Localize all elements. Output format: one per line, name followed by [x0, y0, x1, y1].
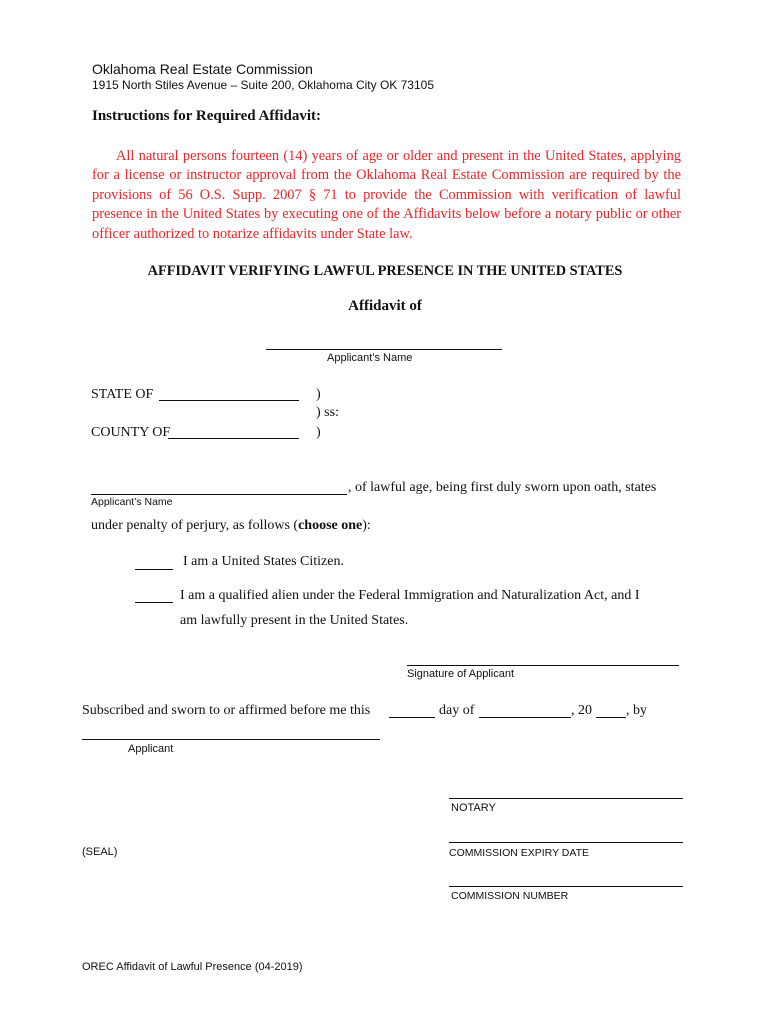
- option2-blank[interactable]: [135, 602, 173, 603]
- applicant-label: Applicant: [128, 743, 174, 755]
- option2-text-line1: I am a qualified alien under the Federal Immigration and Naturalization Act, and I: [180, 588, 640, 603]
- county-line[interactable]: [168, 438, 299, 439]
- signature-line[interactable]: [407, 665, 679, 666]
- instructions-text: All natural persons fourteen (14) years of age or older and present in the United States, applying for a license or instructor approval from the Oklahoma Real Estate Commission are required by the provisions of 56 O.S. Supp. 2007 § 71 to provide the Commission with verification of lawful presence in the United States by executing one of the Affidavits below before a notary public or other officer authorized to notarize affidavits under State law.: [92, 148, 681, 242]
- subscribed-text-3: , 20: [571, 703, 592, 718]
- applicant-name-label: Applicant’s Name: [327, 352, 413, 364]
- paren-1: ): [316, 387, 321, 402]
- affidavit-title: AFFIDAVIT VERIFYING LAWFUL PRESENCE IN THE UNITED STATES: [147, 263, 623, 279]
- month-blank[interactable]: [479, 717, 571, 718]
- subscribed-text-4: , by: [626, 703, 647, 718]
- org-address: 1915 North Stiles Avenue – Suite 200, Oklahoma City OK 73105: [92, 78, 434, 92]
- ss-label: ) ss:: [316, 405, 339, 420]
- instructions-title: Instructions for Required Affidavit:: [92, 108, 322, 124]
- seal-label: (SEAL): [82, 846, 118, 858]
- day-blank[interactable]: [389, 717, 435, 718]
- paren-3: ): [316, 425, 321, 440]
- applicant-name-line[interactable]: [266, 349, 502, 350]
- notary-line[interactable]: [449, 798, 683, 799]
- option1-text: I am a United States Citizen.: [183, 554, 344, 569]
- applicant-name-line-2[interactable]: [91, 494, 347, 495]
- option2-text-line2: am lawfully present in the United States.: [180, 613, 409, 628]
- notary-label: NOTARY: [451, 802, 496, 814]
- state-line[interactable]: [159, 400, 299, 401]
- commission-number-line[interactable]: [449, 886, 683, 887]
- commission-expiry-label: COMMISSION EXPIRY DATE: [449, 847, 590, 859]
- applicant-name-label-2: Applicant’s Name: [91, 496, 173, 508]
- commission-expiry-line[interactable]: [449, 842, 683, 843]
- sworn-text: , of lawful age, being first duly sworn upon oath, states: [348, 480, 657, 495]
- subscribed-text-1: Subscribed and sworn to or affirmed before me this: [82, 703, 371, 718]
- choose-one: choose one: [298, 518, 363, 533]
- footer-text: OREC Affidavit of Lawful Presence (04-2019): [82, 961, 303, 973]
- affidavit-of: Affidavit of: [348, 298, 422, 314]
- signature-label: Signature of Applicant: [407, 668, 515, 680]
- state-label: STATE OF: [91, 387, 154, 402]
- county-label: COUNTY OF: [91, 425, 171, 440]
- commission-number-label: COMMISSION NUMBER: [451, 890, 569, 902]
- subscribed-text-2: day of: [439, 703, 475, 718]
- option1-blank[interactable]: [135, 569, 173, 570]
- perjury-suffix: ):: [362, 518, 371, 533]
- org-name: Oklahoma Real Estate Commission: [92, 61, 313, 77]
- year-blank[interactable]: [596, 717, 626, 718]
- applicant-line[interactable]: [82, 739, 380, 740]
- perjury-prefix: under penalty of perjury, as follows (: [91, 518, 299, 533]
- perjury-line: [91, 518, 371, 534]
